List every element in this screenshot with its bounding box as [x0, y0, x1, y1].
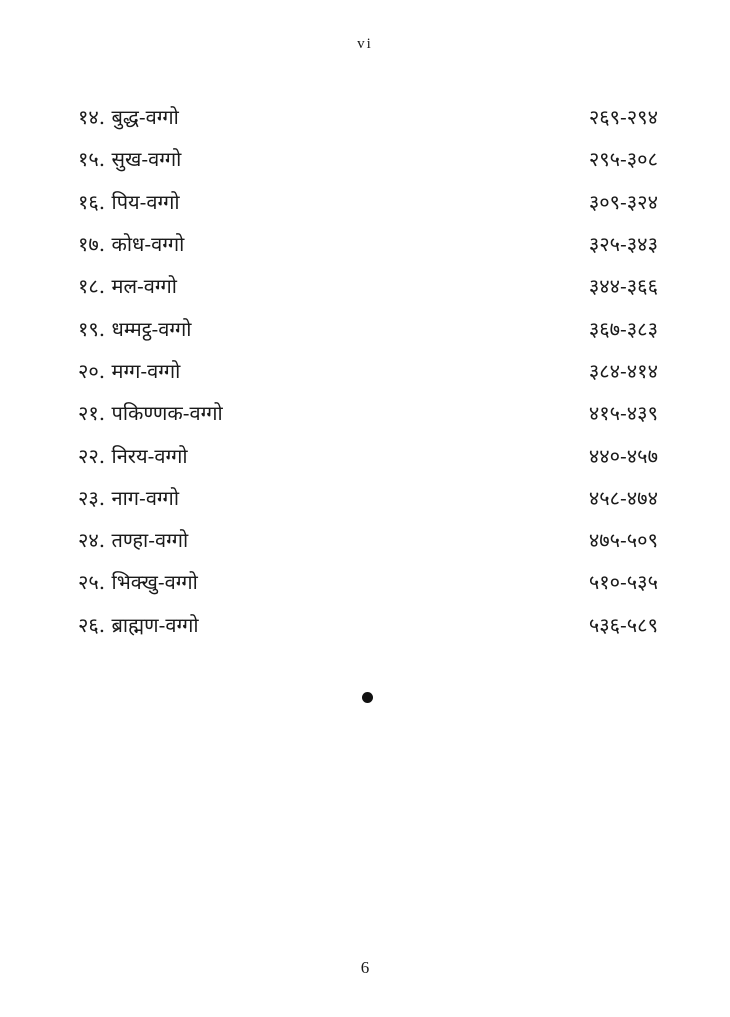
toc-entry	[78, 519, 658, 561]
toc-entry	[78, 307, 658, 349]
toc-entry	[78, 223, 658, 265]
toc-entry-verse-range: ४७५-५०९	[588, 528, 658, 553]
toc-entry-title: २५. भिक्खु-वग्गो	[78, 570, 198, 595]
toc-entry	[78, 561, 658, 603]
toc-entry-title: २३. नाग-वग्गो	[78, 485, 179, 510]
toc-entry-verse-range: ३८४-४१४	[588, 358, 658, 383]
toc-entry-title: २४. तण्हा-वग्गो	[78, 528, 189, 553]
toc-entry	[78, 477, 658, 519]
toc-entry-verse-range: ४४०-४५७	[588, 443, 658, 468]
toc-entry	[78, 96, 658, 138]
toc-entry-title: २१. पकिण्णक-वग्गो	[78, 401, 223, 426]
toc-entry-verse-range: ३४४-३६६	[588, 274, 658, 299]
toc-entry-title: १६. पिय-वग्गो	[78, 189, 180, 214]
toc-entry-verse-range: २९५-३०८	[588, 147, 658, 172]
toc-entry-title: १९. धम्मट्ठ-वग्गो	[78, 316, 192, 341]
toc-entry-verse-range: ३२५-३४३	[588, 232, 658, 257]
toc-entry-verse-range: ५१०-५३५	[588, 570, 658, 595]
toc-entry-title: १७. कोध-वग्गो	[78, 232, 185, 257]
toc-entry-title: २२. निरय-वग्गो	[78, 443, 188, 468]
toc-entry-verse-range: ४१५-४३९	[588, 401, 658, 426]
toc-entry-verse-range: ५३६-५८९	[588, 612, 658, 637]
toc-entry-title: १४. बुद्ध-वग्गो	[78, 105, 179, 130]
toc-entry	[78, 392, 658, 434]
section-end-bullet-icon	[362, 692, 373, 703]
toc-entry-title: २६. ब्राह्मण-वग्गो	[78, 612, 199, 637]
toc-entry-title: २०. मग्ग-वग्गो	[78, 358, 181, 383]
toc-entry	[78, 181, 658, 223]
table-of-contents	[78, 96, 658, 646]
toc-entry-verse-range: ३०९-३२४	[588, 189, 658, 214]
toc-entry-verse-range: ४५८-४७४	[588, 485, 658, 510]
footer-page-number: 6	[360, 958, 370, 977]
toc-entry	[78, 265, 658, 307]
toc-entry-verse-range: ३६७-३८३	[588, 316, 658, 341]
toc-entry-verse-range: २६९-२९४	[588, 105, 658, 130]
toc-entry	[78, 434, 658, 476]
toc-entry	[78, 604, 658, 646]
toc-entry-title: १५. सुख-वग्गो	[78, 147, 182, 172]
toc-entry	[78, 138, 658, 180]
header-page-numeral: vi	[357, 36, 373, 52]
toc-entry-title: १८. मल-वग्गो	[78, 274, 177, 299]
toc-entry	[78, 350, 658, 392]
